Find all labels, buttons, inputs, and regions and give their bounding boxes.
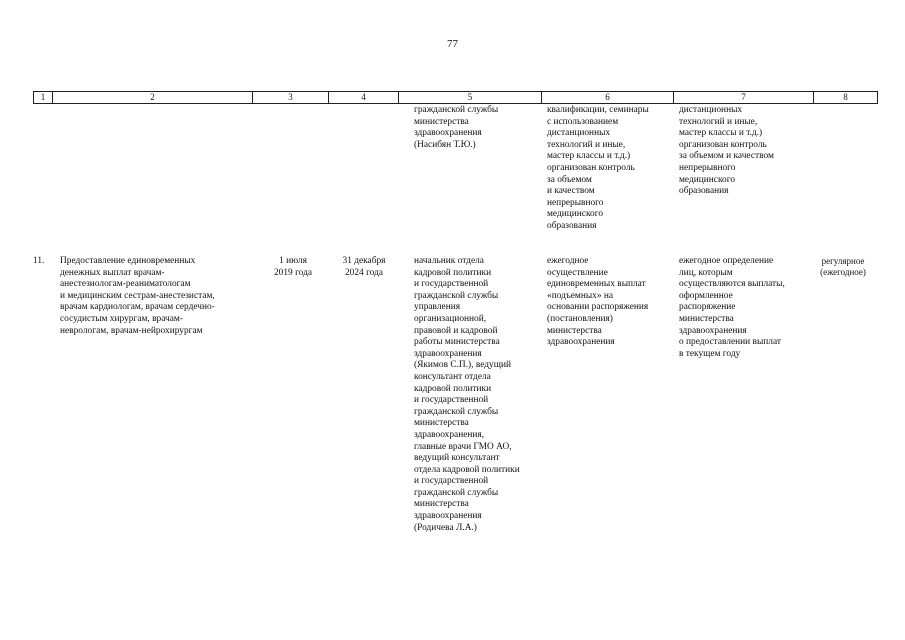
row-11-end-date: 31 декабря 2024 года bbox=[342, 256, 386, 278]
continuation-result: дистанционных технологий и иные, мастер классы и т.д.) организован контроль за объемом и качеством непрерывного медицинского образования bbox=[679, 105, 774, 197]
page-number: 77 bbox=[447, 38, 458, 50]
column-number-3: 3 bbox=[253, 92, 329, 104]
column-number-8: 8 bbox=[814, 92, 878, 104]
column-number-7: 7 bbox=[674, 92, 814, 104]
column-number-6: 6 bbox=[542, 92, 674, 104]
column-number-1: 1 bbox=[34, 92, 53, 104]
row-11-start-date: 1 июля 2019 года bbox=[273, 256, 313, 278]
column-number-2: 2 bbox=[53, 92, 253, 104]
row-11-responsible: начальник отдела кадровой политики и государственной гражданской службы управления организационной, правовой и кадровой работы министерства здравоохранения (Якимов С.П.), ведущий консультант отдела кадровой политики и государственной гражданской службы министерства здравоохранения, главные врачи ГМО АО, ведущий консультант отдела кадровой политики и государственной гражданской службы министерства здравоохранения (Родичева Л.А.) bbox=[414, 256, 520, 533]
row-11-number: 11. bbox=[33, 256, 45, 266]
column-number-4: 4 bbox=[329, 92, 399, 104]
column-number-5: 5 bbox=[399, 92, 542, 104]
row-11-result: ежегодное определение лиц, которым осуществляются выплаты, оформленное распоряжение министерства здравоохранения о предоставлении выплат в текущем году bbox=[679, 256, 785, 359]
continuation-responsible: гражданской службы министерства здравоохранения (Насибян Т.Ю.) bbox=[414, 105, 499, 150]
column-header-row bbox=[33, 91, 878, 104]
continuation-implementation: квалификации, семинары с использованием дистанционных технологий и иные, мастер классы и т.д.) организован контроль за объемом и качеством непрерывного медицинского образования bbox=[547, 105, 649, 231]
row-11-periodicity: регулярное (ежегодное) bbox=[820, 256, 866, 277]
row-11-implementation: ежегодное осуществление единовременных выплат «подъемных» на основании распоряжения (постановления) министерства здравоохранения bbox=[547, 256, 649, 348]
row-11-measure: Предоставление единовременных денежных выплат врачам- анестезиологам-реаниматологам и медицинским сестрам-анестезистам, врачам кардиологам, врачам сердечно- сосудистым хирургам, врачам- неврологам, врачам-нейрохирургам bbox=[60, 256, 215, 336]
